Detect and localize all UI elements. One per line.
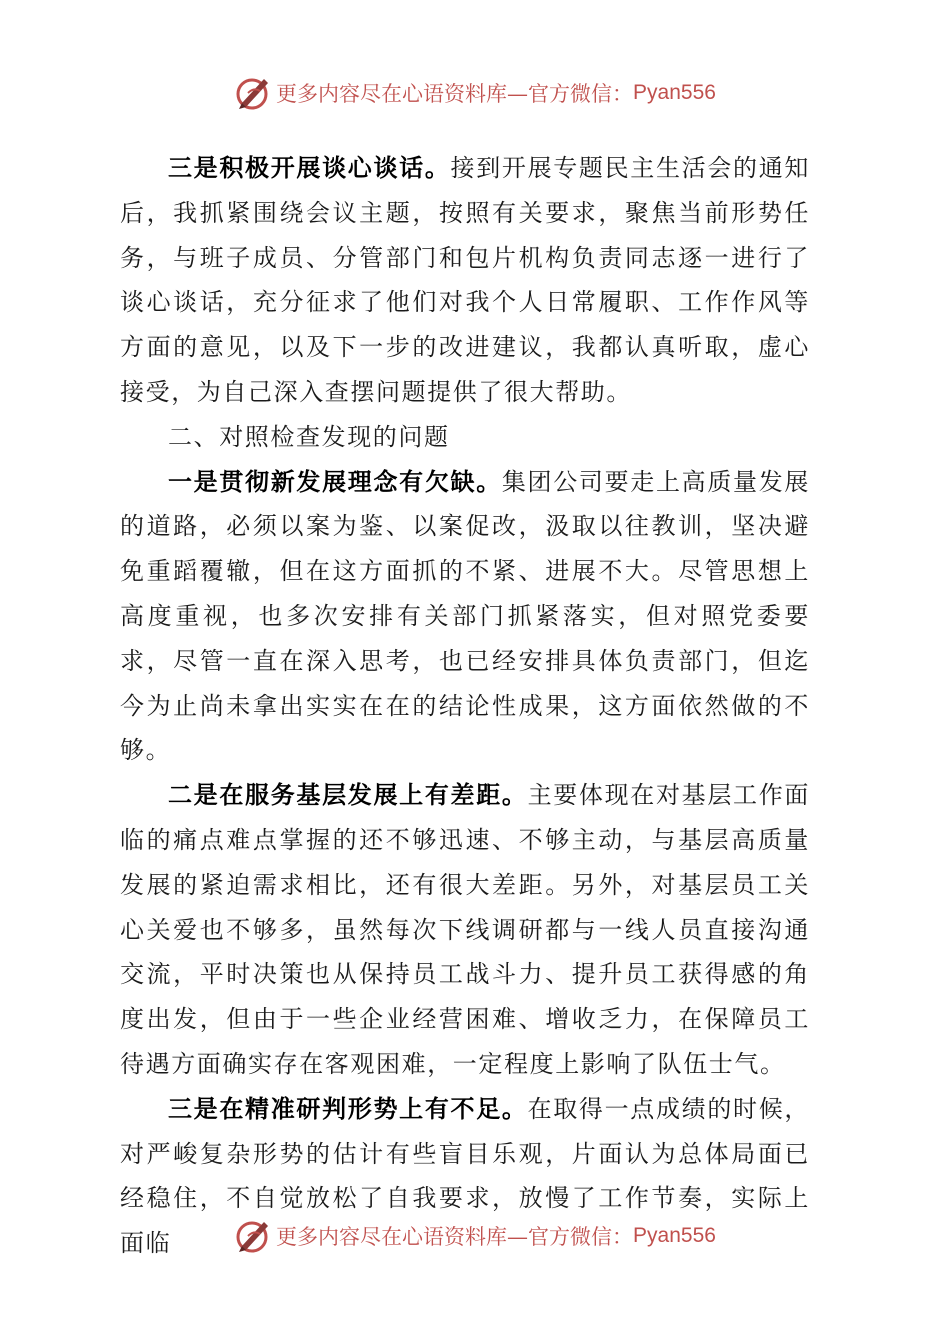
paragraph-lead: 三是积极开展谈心谈话。	[168, 153, 451, 182]
paragraph-lead: 一是贯彻新发展理念有欠缺。	[168, 466, 502, 496]
paragraph-text: 接到开展专题民主生活会的通知后，我抓紧围绕会议主题，按照有关要求，聚焦当前形势任务，与班子成员、分管部门和包片机构负责同志逐一进行了谈心谈话，充分征求了他们对我个人日常履职、工作作风等方面的意见，以及下一步的改进建议，我都认真听取，虚心接受，为自己深入查摆问题提供了很大帮助。	[120, 154, 810, 406]
paragraph-text: 在取得一点成绩的时候，对严峻复杂形势的估计有些盲目乐观，片面认为总体局面已经稳住，不自觉放松了自我要求，放慢了工作节奏，实际上面临	[120, 1094, 810, 1258]
pen-logo-icon	[234, 73, 274, 113]
footer-wechat-id: Pyan556	[633, 1224, 716, 1247]
paragraph-text: 主要体现在对基层工作面临的痛点难点掌握的还不够迅速、不够主动，与基层高质量发展的紧迫需求相比，还有很大差距。另外，对基层员工关心关爱也不够多，虽然每次下线调研都与一线人员直接沟通交流，平时决策也从保持员工战斗力、提升员工获得感的角度出发，但由于一些企业经营困难、增收乏力，在保障员工待遇方面确实存在客观困难，一定程度上影响了队伍士气。	[120, 781, 810, 1078]
footer-banner-text: 更多内容尽在心语资料库—官方微信：	[276, 1225, 634, 1249]
header-banner-text: 更多内容尽在心语资料库—官方微信：	[276, 82, 634, 106]
paragraph	[120, 773, 810, 1087]
pen-logo-icon	[234, 1216, 274, 1256]
header-banner[interactable]	[0, 71, 950, 115]
paragraph-text: 集团公司要走上高质量发展的道路，必须以案为鉴、以案促改，汲取以往教训，坚决避免重蹈覆辙，但在这方面抓的不紧、进展不大。尽管思想上高度重视，也多次安排有关部门抓紧落实，但对照党委要求，尽管一直在深入思考，也已经安排具体负责部门，但迄今为止尚未拿出实实在在的结论性成果，这方面依然做的不够。	[120, 467, 810, 765]
footer-banner[interactable]	[0, 1214, 950, 1258]
paragraph-lead: 二是在服务基层发展上有差距。	[168, 780, 528, 810]
section-heading	[120, 415, 810, 460]
header-wechat-id: Pyan556	[633, 81, 716, 104]
paragraph-lead: 三是在精准研判形势上有不足。	[168, 1093, 528, 1123]
section-heading-text: 二、对照检查发现的问题	[168, 422, 450, 451]
paragraph	[120, 146, 810, 415]
paragraph	[120, 460, 810, 774]
body-text	[120, 146, 810, 1266]
